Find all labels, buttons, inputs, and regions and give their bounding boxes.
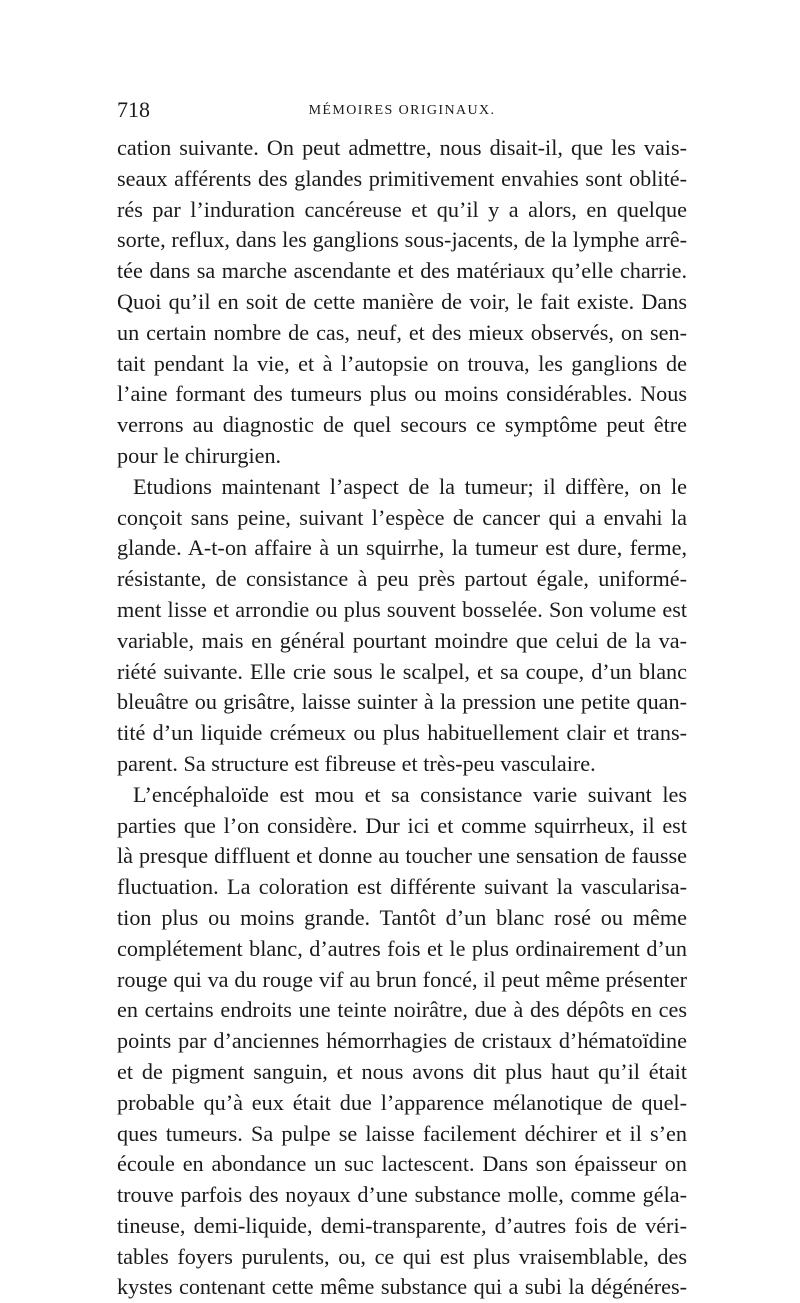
text-line: pour le chirurgien. — [117, 442, 282, 468]
text-line: parent. Sa structure est fibreuse et très-peu vasculaire. — [117, 750, 596, 776]
text-line: ques tumeurs. Sa pulpe se laisse facilement déchirer et il s’en — [117, 1120, 687, 1146]
text-line: tité d’un liquide crémeux ou plus habituellement clair et trans- — [117, 720, 687, 746]
text-line: rouge qui va du rouge vif au brun foncé, il peut même présenter — [117, 966, 687, 992]
text-line: tait pendant la vie, et à l’autopsie on trouva, les ganglions de — [117, 350, 687, 376]
text-line: Etudions maintenant l’aspect de la tumeur; il diffère, on le — [133, 473, 687, 499]
text-line: verrons au diagnostic de quel secours ce symptôme peut être — [117, 412, 687, 438]
text-line: écoule en abondance un suc lactescent. Dans son épaisseur on — [117, 1151, 687, 1177]
text-line: probable qu’à eux était due l’apparence mélanotique de quel- — [117, 1089, 687, 1115]
paragraph — [117, 133, 687, 472]
body-text — [117, 133, 687, 1303]
text-line: kystes contenant cette même substance qui a subi la dégénéres- — [117, 1274, 687, 1300]
text-line: glande. A-t-on affaire à un squirrhe, la tumeur est dure, ferme, — [117, 535, 687, 561]
running-title: MÉMOIRES ORIGINAUX. — [308, 103, 496, 118]
text-line: l’aine formant des tumeurs plus ou moins considérables. Nous — [117, 381, 687, 407]
text-line: cation suivante. On peut admettre, nous disait-il, que les vais- — [117, 135, 687, 160]
text-line: seaux afférents des glandes primitivement envahies sont oblité- — [117, 165, 687, 191]
text-line: résistante, de consistance à peu près partout égale, uniformé- — [117, 566, 687, 592]
text-line: rés par l’induration cancéreuse et qu’il y a alors, en quelque — [117, 196, 687, 222]
text-line: un certain nombre de cas, neuf, et des mieux observés, on sen- — [117, 319, 687, 345]
paragraph — [117, 472, 687, 780]
text-line: Quoi qu’il en soit de cette manière de voir, le fait existe. Dans — [117, 288, 687, 314]
text-line: L’encéphaloïde est mou et sa consistance varie suivant les — [133, 781, 687, 807]
text-line: en certains endroits une teinte noirâtre, due à des dépôts en ces — [117, 997, 687, 1023]
text-line: trouve parfois des noyaux d’une substance molle, comme géla- — [117, 1182, 687, 1208]
text-line: tineuse, demi-liquide, demi-transparente, d’autres fois de véri- — [117, 1212, 687, 1238]
text-line: riété suivante. Elle crie sous le scalpel, et sa coupe, d’un blanc — [117, 658, 687, 684]
page-number: 718 — [117, 97, 150, 122]
text-line: tables foyers purulents, ou, ce qui est plus vraisemblable, des — [117, 1243, 687, 1269]
paragraph — [117, 780, 687, 1303]
text-line: sorte, reflux, dans les ganglions sous-jacents, de la lymphe arrê- — [117, 227, 687, 253]
page-header — [117, 96, 687, 124]
text-line: fluctuation. La coloration est différente suivant la vascularisa- — [117, 874, 687, 900]
text-line: points par d’anciennes hémorrhagies de cristaux d’hématoïdine — [117, 1028, 687, 1054]
text-line: parties que l’on considère. Dur ici et comme squirrheux, il est — [117, 812, 687, 838]
text-line: tion plus ou moins grande. Tantôt d’un blanc rosé ou même — [117, 904, 687, 930]
text-line: complétement blanc, d’autres fois et le plus ordinairement d’un — [117, 935, 687, 961]
text-line: et de pigment sanguin, et nous avons dit plus haut qu’il était — [117, 1058, 687, 1084]
text-line: bleuâtre ou grisâtre, laisse suinter à la pression une petite quan- — [117, 689, 687, 715]
text-line: tée dans sa marche ascendante et des matériaux qu’elle charrie. — [117, 258, 687, 284]
text-line: conçoit sans peine, suivant l’espèce de cancer qui a envahi la — [117, 504, 687, 530]
text-line: variable, mais en général pourtant moindre que celui de la va- — [117, 627, 687, 653]
text-line: ment lisse et arrondie ou plus souvent bosselée. Son volume est — [117, 596, 687, 622]
text-line: là presque diffluent et donne au toucher une sensation de fausse — [117, 843, 687, 869]
